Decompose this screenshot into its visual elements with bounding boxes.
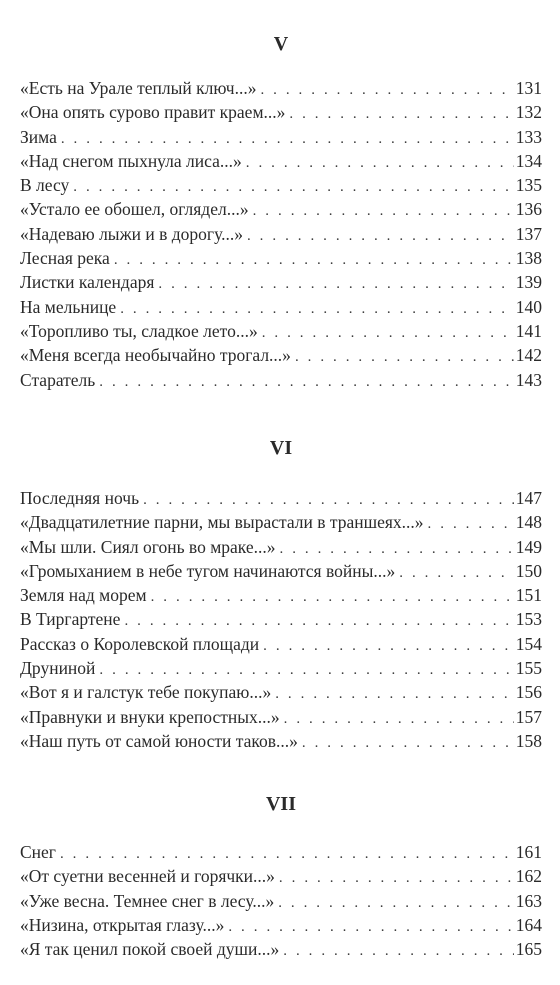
toc-entry <box>20 368 542 392</box>
toc-entry <box>20 246 542 270</box>
section-heading: V <box>273 33 289 55</box>
toc-entry-title: Листки календаря <box>20 272 155 293</box>
toc-entry <box>20 559 542 583</box>
toc-entry-title: Земля над морем <box>20 585 147 606</box>
toc-section-v <box>20 32 542 392</box>
toc-entry <box>20 76 542 100</box>
section-heading: VI <box>269 437 293 459</box>
dot-leader <box>284 707 514 731</box>
toc-entry <box>20 295 542 319</box>
toc-entry <box>20 149 542 173</box>
toc-entry-title: «Наш путь от самой юности таков...» <box>20 730 298 751</box>
toc-entry-title: Снег <box>20 842 56 862</box>
toc-entry-page-number: 164 <box>515 914 542 935</box>
toc-entry-title: Лесная река <box>20 248 110 269</box>
toc-entry-title: «Низина, открытая глазу...» <box>20 914 225 935</box>
toc-entry-page-number: 155 <box>515 658 542 679</box>
toc-entry-page-number: 139 <box>515 272 542 293</box>
toc-entry <box>20 319 542 343</box>
toc-entry <box>20 913 542 937</box>
toc-entry <box>20 100 542 124</box>
toc-entry-page-number: 157 <box>515 706 542 727</box>
toc-entry-page-number: 141 <box>515 320 542 341</box>
toc-entry-title: «Вот я и галстук тебе покупаю...» <box>20 682 272 703</box>
toc-entry-title: Друниной <box>20 658 96 679</box>
dot-leader <box>263 634 514 658</box>
dot-leader <box>289 102 513 126</box>
dot-leader <box>60 842 514 866</box>
dot-leader <box>73 175 513 199</box>
toc-entry <box>20 889 542 913</box>
toc-entry-page-number: 131 <box>515 78 542 98</box>
toc-section-vi <box>20 436 542 753</box>
toc-entry-page-number: 140 <box>515 296 542 317</box>
toc-entry-title: «Уже весна. Темнее снег в лесу...» <box>20 890 275 911</box>
toc-entry-page-number: 162 <box>515 866 542 887</box>
toc-entry <box>20 343 542 367</box>
toc-entry-title: «Торопливо ты, сладкое лето...» <box>20 320 258 341</box>
toc-entry-title: «Громыханием в небе тугом начинаются войны...» <box>20 560 396 581</box>
toc-entry <box>20 729 542 753</box>
toc-entry <box>20 864 542 888</box>
toc-entry <box>20 535 542 559</box>
toc-entry-title: «Меня всегда необычайно трогал...» <box>20 345 291 366</box>
toc-entry <box>20 173 542 197</box>
dot-leader <box>275 682 514 706</box>
toc-entry-list <box>20 840 542 961</box>
toc-entry-page-number: 165 <box>515 939 542 960</box>
dot-leader <box>228 915 513 939</box>
toc-entry-title: Старатель <box>20 369 96 390</box>
dot-leader <box>143 488 514 512</box>
toc-entry-title: На мельнице <box>20 296 117 317</box>
toc-entry-title: «Надеваю лыжи и в дорогу...» <box>20 223 243 244</box>
toc-entry-page-number: 150 <box>515 560 542 581</box>
toc-entry-page-number: 134 <box>515 150 542 171</box>
toc-entry-list <box>20 76 542 392</box>
toc-entry <box>20 937 542 961</box>
toc-entry <box>20 270 542 294</box>
toc-entry-page-number: 137 <box>515 223 542 244</box>
toc-entry-title: «Устало ее обошел, оглядел...» <box>20 199 249 220</box>
toc-entry-title: «Я так ценил покой своей души...» <box>20 939 280 960</box>
dot-leader <box>99 658 513 682</box>
toc-entry-page-number: 158 <box>515 730 542 751</box>
dot-leader <box>283 939 514 963</box>
toc-entry-page-number: 151 <box>515 585 542 606</box>
toc-entry-page-number: 153 <box>515 609 542 630</box>
toc-entry <box>20 656 542 680</box>
toc-entry <box>20 607 542 631</box>
section-heading: VII <box>265 793 296 815</box>
dot-leader <box>114 248 514 272</box>
toc-section-vii <box>20 792 542 961</box>
toc-entry-page-number: 163 <box>515 890 542 911</box>
toc-entry <box>20 125 542 149</box>
toc-entry-title: «Двадцатилетние парни, мы вырастали в траншеях...» <box>20 512 424 533</box>
toc-entry <box>20 680 542 704</box>
dot-leader <box>280 537 514 561</box>
toc-entry-title: В лесу <box>20 175 70 196</box>
dot-leader <box>151 585 514 609</box>
toc-entry <box>20 583 542 607</box>
toc-entry-title: «Есть на Урале теплый ключ...» <box>20 78 257 98</box>
dot-leader <box>99 370 513 394</box>
dot-leader <box>279 866 514 890</box>
toc-entry-title: Зима <box>20 126 57 147</box>
toc-entry <box>20 486 542 510</box>
toc-entry-page-number: 149 <box>515 536 542 557</box>
toc-entry-page-number: 156 <box>515 682 542 703</box>
toc-entry-page-number: 135 <box>515 175 542 196</box>
toc-entry-title: Рассказ о Королевской площади <box>20 633 260 654</box>
dot-leader <box>428 512 514 536</box>
toc-entry-title: «Над снегом пыхнула лиса...» <box>20 150 242 171</box>
toc-entry <box>20 840 542 864</box>
toc-entry-title: «Правнуки и внуки крепостных...» <box>20 706 280 727</box>
dot-leader <box>120 297 514 321</box>
toc-entry-title: Последняя ночь <box>20 488 140 508</box>
toc-entry <box>20 705 542 729</box>
toc-entry <box>20 632 542 656</box>
dot-leader <box>260 78 513 102</box>
dot-leader <box>302 731 514 755</box>
toc-entry <box>20 197 542 221</box>
toc-entry-title: «От суетни весенней и горячки...» <box>20 866 275 887</box>
toc-entry-title: В Тиргартене <box>20 609 121 630</box>
dot-leader <box>247 224 514 248</box>
toc-entry-list <box>20 486 542 753</box>
dot-leader <box>158 272 513 296</box>
dot-leader <box>278 891 514 915</box>
toc-entry-page-number: 136 <box>515 199 542 220</box>
toc-entry <box>20 222 542 246</box>
dot-leader <box>61 127 514 151</box>
dot-leader <box>253 199 514 223</box>
toc-entry-page-number: 132 <box>515 102 542 123</box>
toc-entry <box>20 510 542 534</box>
dot-leader <box>399 561 514 585</box>
toc-entry-page-number: 148 <box>515 512 542 533</box>
toc-entry-page-number: 143 <box>515 369 542 390</box>
toc-entry-title: «Мы шли. Сиял огонь во мраке...» <box>20 536 276 557</box>
dot-leader <box>124 609 513 633</box>
dot-leader <box>262 321 514 345</box>
toc-entry-page-number: 133 <box>515 126 542 147</box>
toc-entry-title: «Она опять сурово правит краем...» <box>20 102 286 123</box>
dot-leader <box>295 345 514 369</box>
toc-entry-page-number: 154 <box>515 633 542 654</box>
toc-entry-page-number: 142 <box>515 345 542 366</box>
toc-entry-page-number: 138 <box>515 248 542 269</box>
dot-leader <box>246 151 514 175</box>
toc-entry-page-number: 147 <box>515 488 542 508</box>
toc-entry-page-number: 161 <box>515 842 542 862</box>
